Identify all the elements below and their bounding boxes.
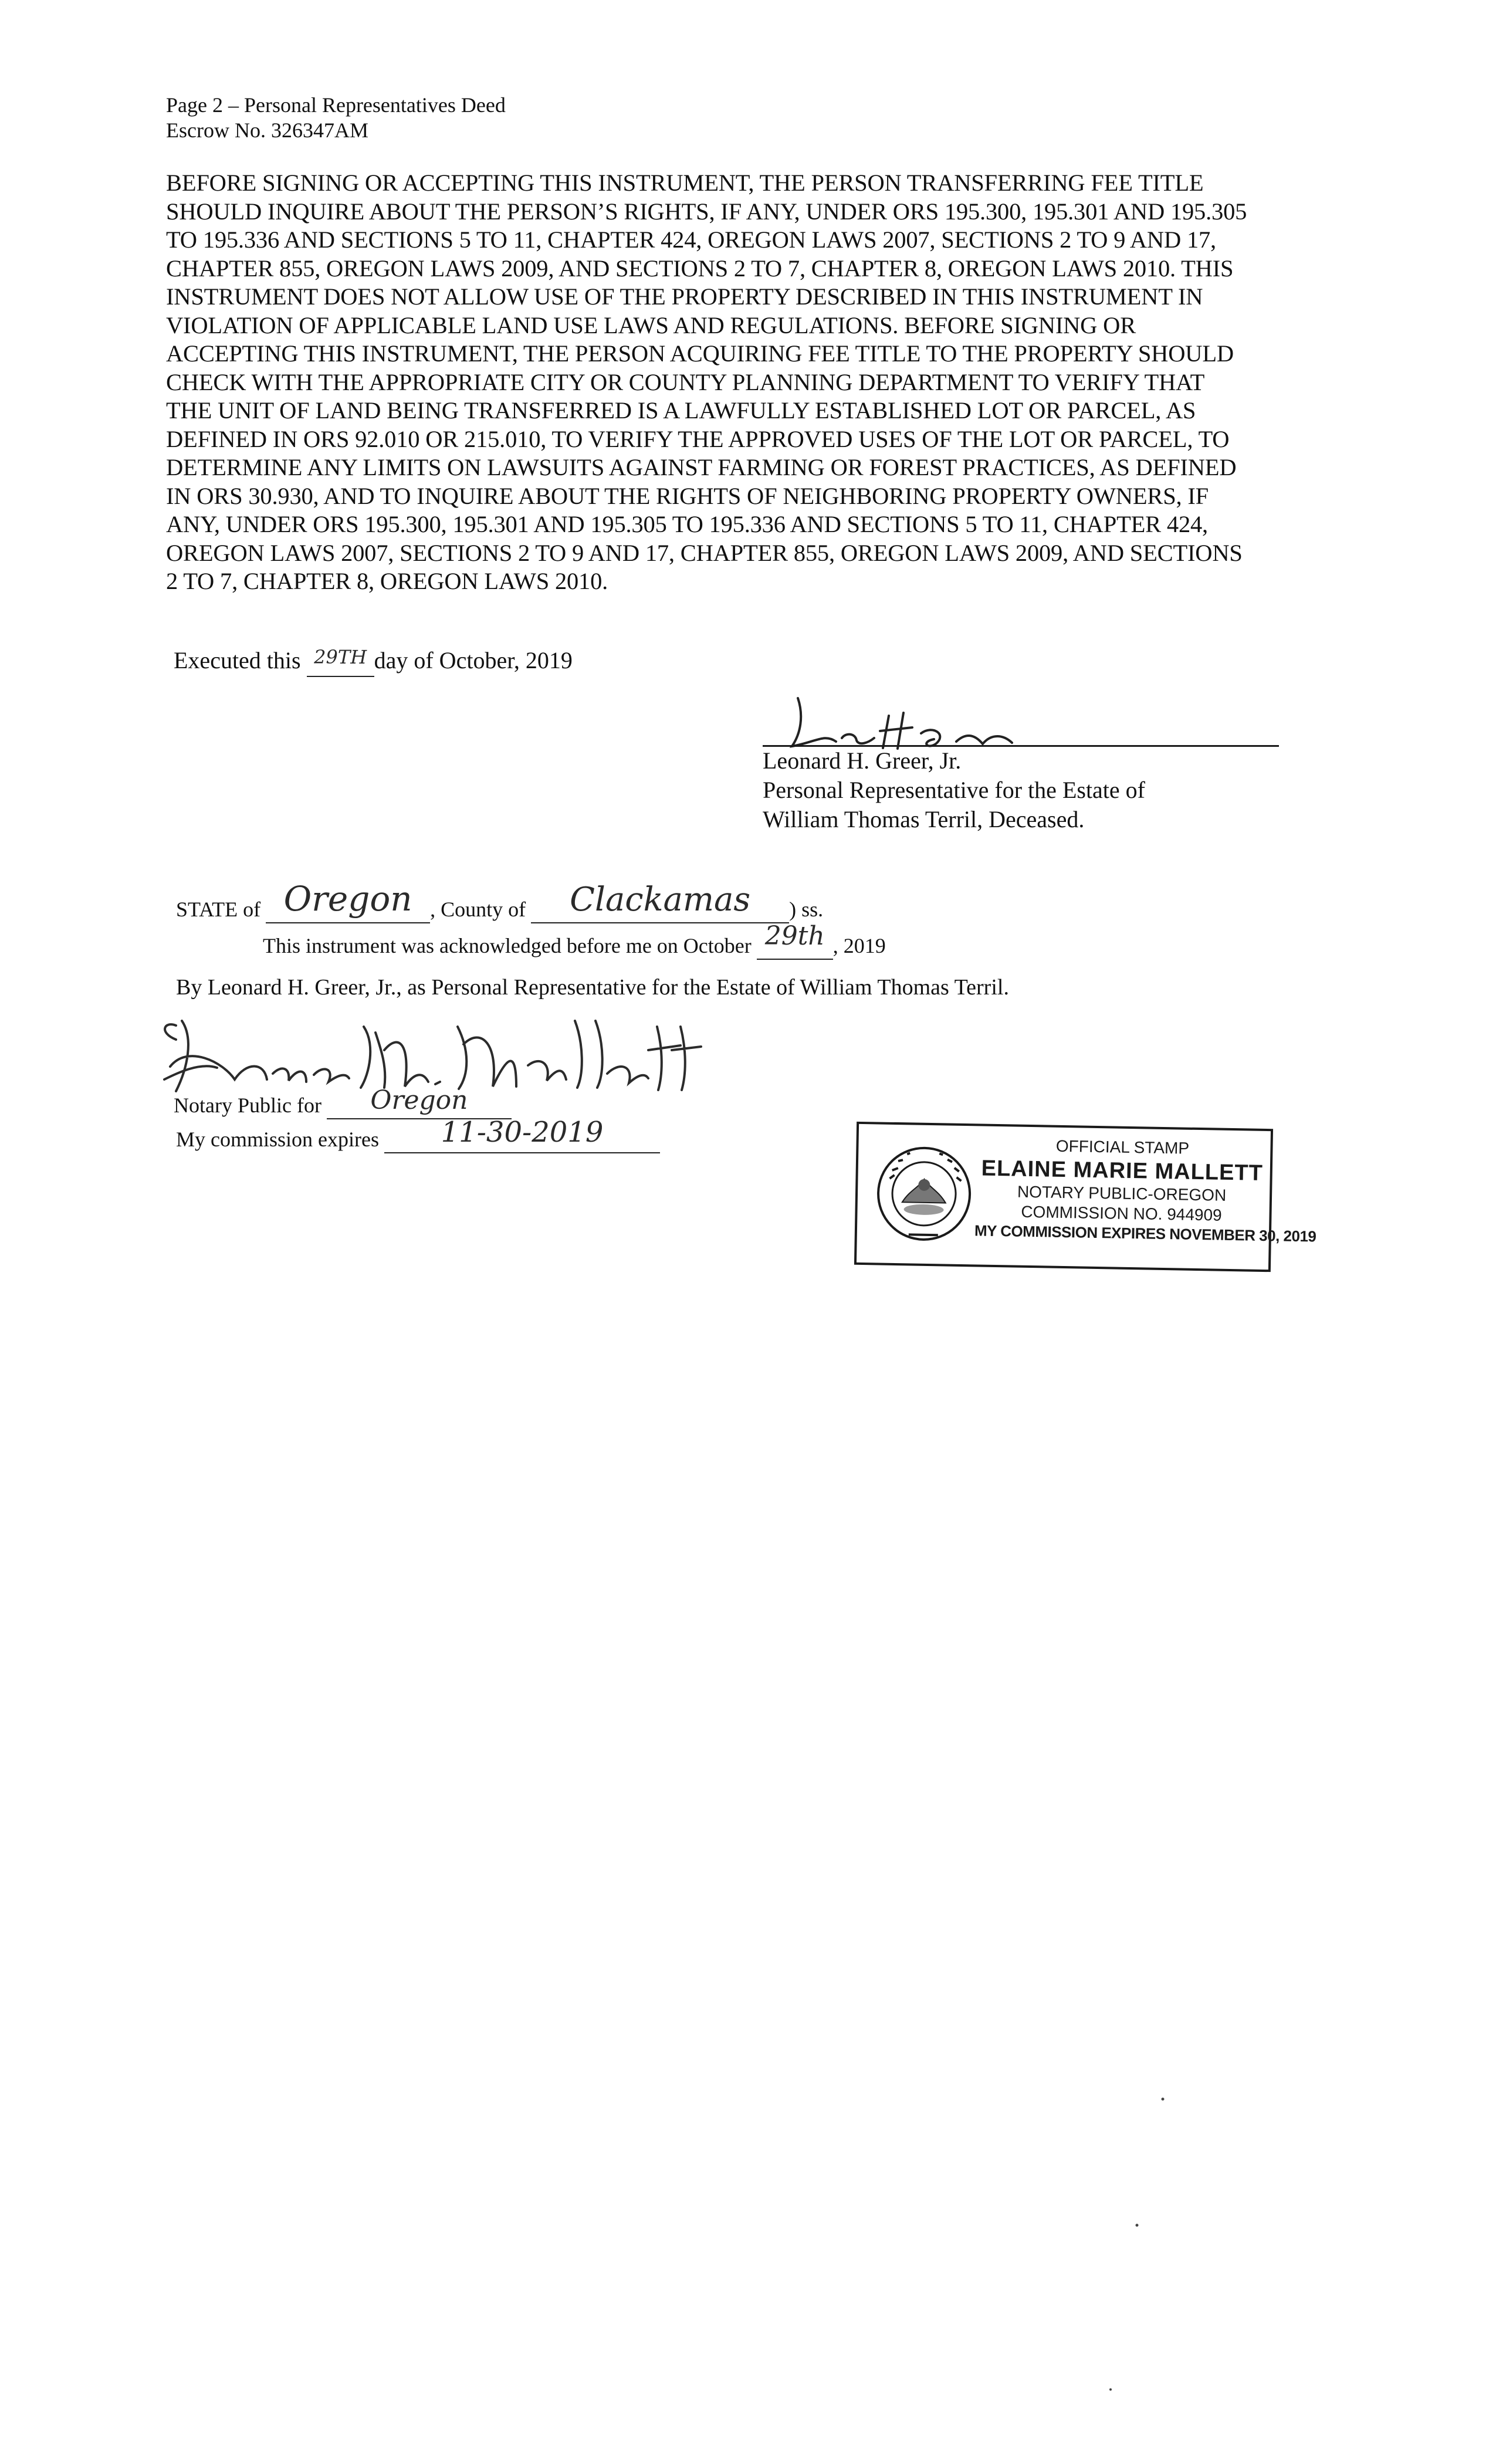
stamp-notary-name: ELAINE MARIE MALLETT — [981, 1156, 1264, 1186]
commission-field — [384, 1116, 660, 1153]
signer-role: Personal Representative for the Estate of — [763, 777, 1145, 803]
notary-state-field — [327, 1085, 512, 1119]
notice-line: IN ORS 30.930, AND TO INQUIRE ABOUT THE RIGHTS OF NEIGHBORING PROPERTY OWNERS, IF — [166, 482, 1209, 509]
commission-line — [176, 1116, 660, 1153]
acknowledged-by: By Leonard H. Greer, Jr., as Personal Representative for the Estate of William Thomas Terril. — [176, 975, 1009, 1000]
notice-line: SHOULD INQUIRE ABOUT THE PERSON’S RIGHTS, IF ANY, UNDER ORS 195.300, 195.301 AND 195.305 — [166, 198, 1247, 225]
ss-label: ) ss. — [789, 898, 824, 921]
notice-line: CHECK WITH THE APPROPRIATE CITY OR COUNTY PLANNING DEPARTMENT TO VERIFY THAT — [166, 368, 1205, 395]
notary-public-line — [174, 1085, 512, 1119]
county-value: Clackamas — [570, 881, 751, 919]
notary-stamp — [854, 1122, 1316, 1272]
stamp-title: OFFICIAL STAMP — [1055, 1136, 1190, 1157]
statutory-notice — [166, 169, 1375, 596]
notice-line: OREGON LAWS 2007, SECTIONS 2 TO 9 AND 17, CHAPTER 855, OREGON LAWS 2009, AND SECTIONS — [166, 539, 1243, 566]
signer-info — [763, 746, 1145, 834]
execution-line — [174, 647, 573, 677]
commission-date: 11-30-2019 — [441, 1116, 604, 1149]
venue-line — [176, 879, 824, 923]
notice-line: BEFORE SIGNING OR ACCEPTING THIS INSTRUMENT, THE PERSON TRANSFERRING FEE TITLE — [166, 170, 1204, 196]
state-value: Oregon — [283, 879, 412, 919]
ack-text: This instrument was acknowledged before me on October — [263, 934, 752, 957]
notice-line: DEFINED IN ORS 92.010 OR 215.010, TO VERIFY THE APPROVED USES OF THE LOT OR PARCEL, TO — [166, 425, 1230, 452]
executed-day-field — [307, 647, 374, 677]
ack-day: 29th — [764, 921, 825, 951]
signer-estate: William Thomas Terril, Deceased. — [763, 806, 1085, 832]
notice-line: VIOLATION OF APPLICABLE LAND USE LAWS AND REGULATIONS. BEFORE SIGNING OR — [166, 312, 1136, 339]
state-seal-icon — [873, 1137, 974, 1250]
commission-label: My commission expires — [176, 1128, 379, 1151]
stamp-text — [974, 1134, 1316, 1245]
executed-day: 29TH — [314, 646, 367, 668]
executed-suffix: day of October, 2019 — [374, 647, 573, 673]
notice-line: 2 TO 7, CHAPTER 8, OREGON LAWS 2010. — [166, 568, 608, 594]
stamp-expiration: MY COMMISSION EXPIRES NOVEMBER 30, 2019 — [974, 1221, 1316, 1245]
notice-line: ANY, UNDER ORS 195.300, 195.301 AND 195.305 TO 195.336 AND SECTIONS 5 TO 11, CHAPTER 424, — [166, 511, 1208, 537]
stamp-jurisdiction: NOTARY PUBLIC-OREGON — [1017, 1182, 1227, 1204]
county-label: , County of — [430, 898, 526, 921]
page-label: Page 2 – Personal Representatives Deed — [166, 93, 506, 117]
county-field — [531, 881, 789, 923]
executed-prefix: Executed this — [174, 647, 301, 673]
notice-line: TO 195.336 AND SECTIONS 5 TO 11, CHAPTER 424, OREGON LAWS 2007, SECTIONS 2 TO 9 AND 17, — [166, 226, 1216, 253]
state-label: STATE of — [176, 898, 261, 921]
notary-state: Oregon — [370, 1085, 468, 1115]
acknowledgment-line — [263, 921, 886, 960]
ack-year: , 2019 — [832, 934, 886, 957]
notice-line: THE UNIT OF LAND BEING TRANSFERRED IS A LAWFULLY ESTABLISHED LOT OR PARCEL, AS — [166, 397, 1196, 424]
notice-line: INSTRUMENT DOES NOT ALLOW USE OF THE PROPERTY DESCRIBED IN THIS INSTRUMENT IN — [166, 283, 1203, 310]
signer-name: Leonard H. Greer, Jr. — [763, 747, 962, 774]
escrow-number: Escrow No. 326347AM — [166, 119, 368, 142]
notice-line: DETERMINE ANY LIMITS ON LAWSUITS AGAINST FARMING OR FOREST PRACTICES, AS DEFINED — [166, 454, 1237, 480]
signer-block — [763, 675, 1291, 839]
notice-line: ACCEPTING THIS INSTRUMENT, THE PERSON ACQUIRING FEE TITLE TO THE PROPERTY SHOULD — [166, 340, 1234, 367]
ack-day-field — [757, 921, 833, 960]
stamp-commission-number: COMMISSION NO. 944909 — [1021, 1202, 1222, 1224]
page-header — [166, 93, 506, 143]
notice-line: CHAPTER 855, OREGON LAWS 2009, AND SECTIONS 2 TO 7, CHAPTER 8, OREGON LAWS 2010. THIS — [166, 255, 1234, 282]
state-field — [266, 879, 430, 923]
notary-public-label: Notary Public for — [174, 1094, 321, 1117]
